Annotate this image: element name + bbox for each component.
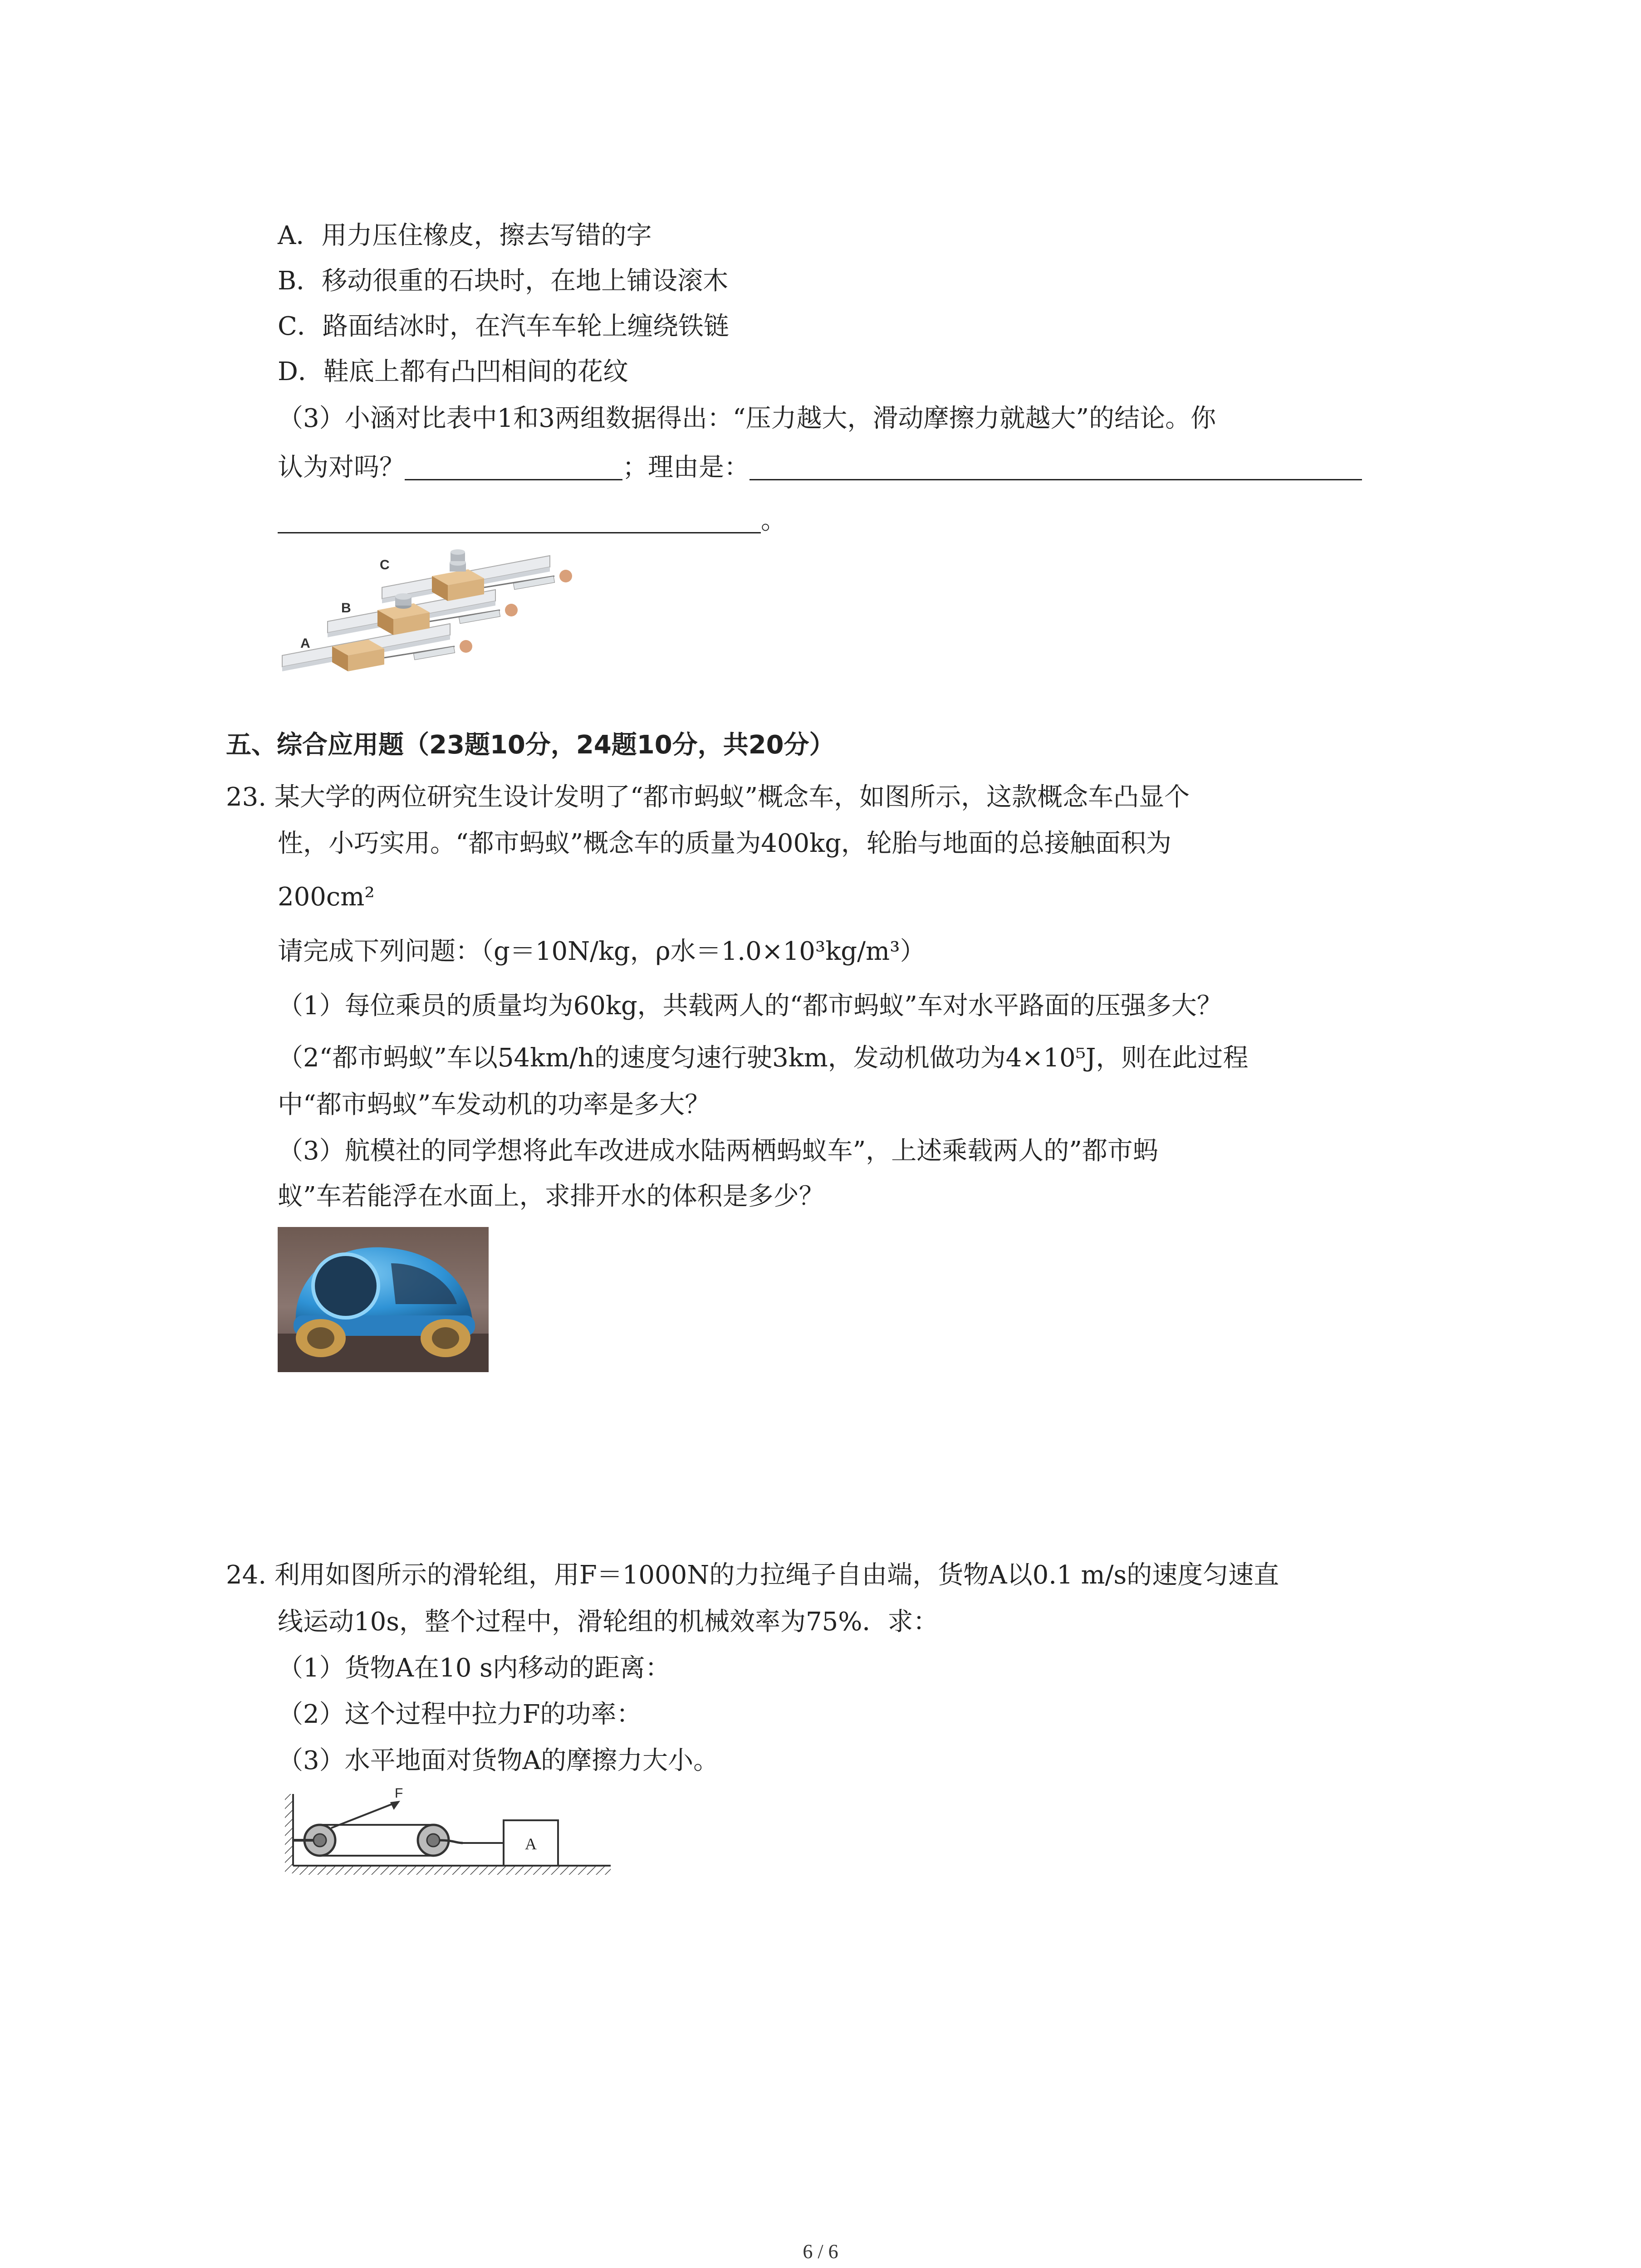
option-b: B．移动很重的石块时，在地上铺设滚木 [278, 266, 729, 296]
label-b: B [341, 601, 351, 616]
q23-line3: 200cm² [278, 882, 375, 912]
q23-part2-line2: 中“都市蚂蚁”车发动机的功率是多大？ [278, 1090, 710, 1119]
friction-experiment-figure [278, 542, 586, 703]
q23-line2: 性，小巧实用。“都市蚂蚁”概念车的质量为400kg，轮胎与地面的总接触面积为 [278, 829, 1171, 858]
force-arrow [390, 1801, 400, 1810]
q22-part3-line2 [278, 455, 1362, 480]
q23-part2-line1: （2“都市蚂蚁”车以54km/h的速度匀速行驶3km，发动机做功为4×10⁵J，则在此过程 [278, 1043, 1249, 1073]
q22-part3-reason-label: ；理由是： [622, 453, 749, 482]
q23-line1: 23. 某大学的两位研究生设计发明了“都市蚂蚁”概念车，如图所示，这款概念车凸显个 [226, 782, 1190, 812]
q22-part3-period: 。 [761, 506, 786, 535]
ant-concept-car-image [278, 1227, 489, 1372]
label-a: A [300, 636, 310, 651]
option-d: D．鞋底上都有凸凹相间的花纹 [278, 357, 628, 386]
ground [293, 1866, 611, 1875]
q22-part3-question: 认为对吗？ [278, 453, 405, 482]
wall [285, 1794, 293, 1873]
answer-blank-reason-1[interactable] [749, 455, 1362, 480]
fixed-pulley [293, 1825, 335, 1856]
q22-part3-line3 [278, 508, 786, 533]
force-label: F [395, 1786, 403, 1801]
label-c: C [380, 557, 390, 572]
movable-pulley [418, 1825, 463, 1856]
block-a-label: A [525, 1835, 537, 1853]
page-number: 6 / 6 [803, 2240, 838, 2263]
answer-blank-agree[interactable] [405, 455, 622, 480]
q23-part1: （1）每位乘员的质量均为60kg，共载两人的“都市蚂蚁”车对水平路面的压强多大？ [278, 991, 1222, 1021]
block-c [432, 549, 484, 601]
q23-part3-line1: （3）航模社的同学想将此车改进成水陆两栖蚂蚁车”，上述乘载两人的”都市蚂 [278, 1136, 1158, 1166]
option-a: A．用力压住橡皮，擦去写错的字 [278, 221, 652, 250]
q24-line1: 24. 利用如图所示的滑轮组，用F＝1000N的力拉绳子自由端，货物A以0.1 m/s的速度匀速直 [226, 1560, 1279, 1590]
option-c: C．路面结冰时，在汽车车轮上缠绕铁链 [278, 312, 729, 341]
q24-line2: 线运动10s，整个过程中，滑轮组的机械效率为75%．求： [278, 1607, 939, 1637]
q23-part3-line2: 蚁”车若能浮在水面上，求排开水的体积是多少？ [278, 1182, 824, 1211]
q23-given: 请完成下列问题：（g＝10N/kg，ρ水＝1.0×10³kg/m³） [278, 937, 926, 966]
pulley-system-figure [281, 1785, 612, 1885]
answer-blank-reason-2[interactable] [278, 508, 761, 533]
q24-part1: （1）货物A在10 s内移动的距离： [278, 1653, 671, 1683]
q24-part2: （2）这个过程中拉力F的功率： [278, 1700, 642, 1729]
q22-part3-line1: （3）小涵对比表中1和3两组数据得出：“压力越大，滑动摩擦力就越大”的结论。你 [278, 404, 1216, 433]
q24-part3: （3）水平地面对货物A的摩擦力大小。 [278, 1746, 719, 1775]
section-5-heading: 五、综合应用题（23题10分，24题10分，共20分） [226, 730, 835, 760]
